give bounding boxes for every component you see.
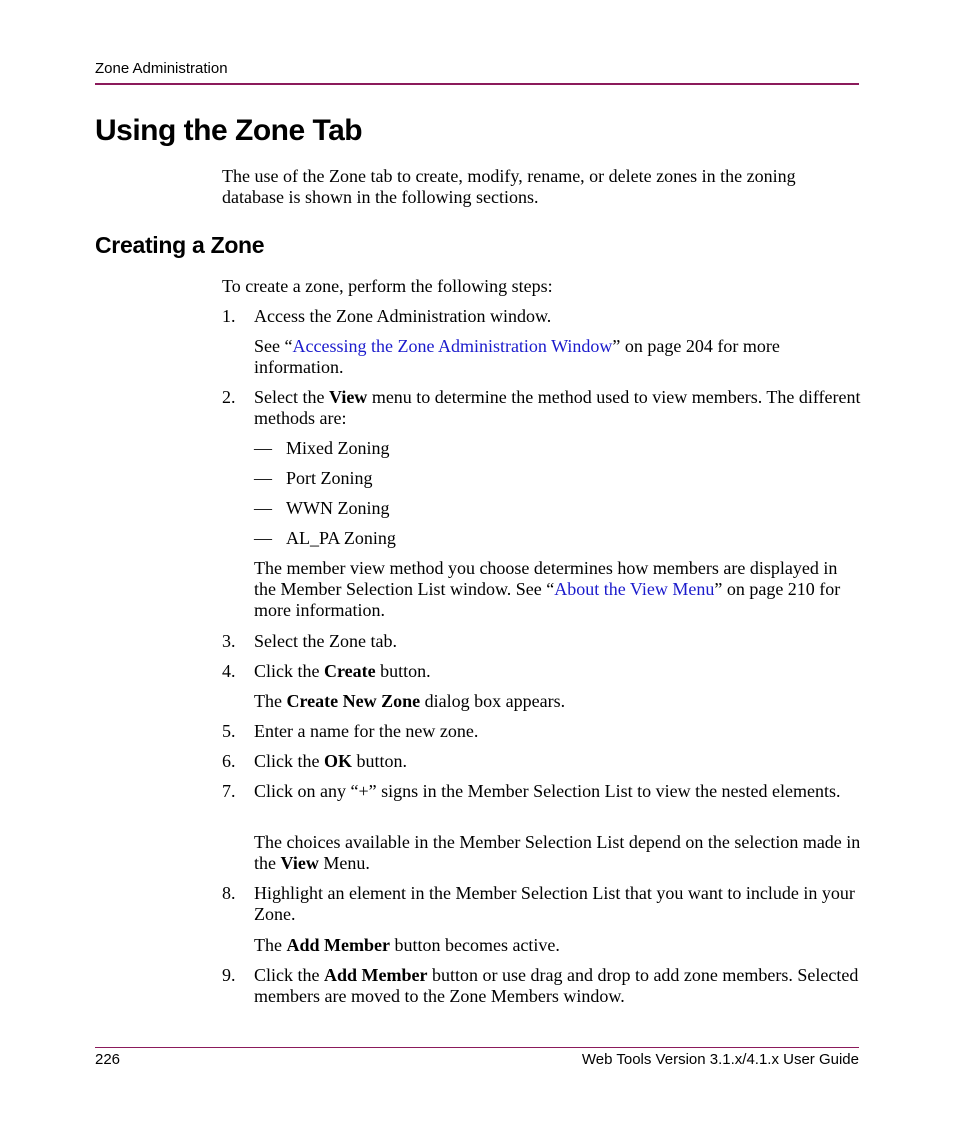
step-7-text: Click on any “+” signs in the Member Selection List to view the nested elements. bbox=[254, 781, 841, 801]
method-4-dash: — bbox=[254, 528, 272, 548]
link-about-view-menu[interactable]: About the View Menu bbox=[554, 579, 715, 599]
step-1-number: 1. bbox=[222, 306, 236, 326]
step-1-text: Access the Zone Administration window. bbox=[254, 306, 552, 326]
step-7-note: The choices available in the Member Selection List depend on the selection made in the View Menu. bbox=[254, 832, 861, 873]
page-number: 226 bbox=[95, 1051, 121, 1068]
step-8-number: 8. bbox=[222, 883, 236, 903]
header-rule bbox=[95, 83, 859, 85]
method-port-zoning: Port Zoning bbox=[286, 468, 373, 488]
step-5-text: Enter a name for the new zone. bbox=[254, 721, 479, 741]
step-9-number: 9. bbox=[222, 965, 236, 985]
step-5-number: 5. bbox=[222, 721, 236, 741]
step-6-text: Click the OK button. bbox=[254, 751, 408, 771]
method-2-dash: — bbox=[254, 468, 272, 488]
link-accessing-zone-admin-window[interactable]: Accessing the Zone Administration Window bbox=[292, 336, 613, 356]
step-2-number: 2. bbox=[222, 387, 236, 407]
step-3-number: 3. bbox=[222, 631, 236, 651]
method-alpa-zoning: AL_PA Zoning bbox=[286, 528, 396, 548]
running-header: Zone Administration bbox=[95, 60, 228, 77]
step-8-note: The Add Member button becomes active. bbox=[254, 935, 560, 955]
method-wwn-zoning: WWN Zoning bbox=[286, 498, 390, 518]
step-8-text: Highlight an element in the Member Selection List that you want to include in your Zone. bbox=[254, 883, 855, 924]
step-3-text: Select the Zone tab. bbox=[254, 631, 397, 651]
step-6-number: 6. bbox=[222, 751, 236, 771]
step-2-text: Select the View menu to determine the method used to view members. The different methods are: bbox=[254, 387, 861, 428]
step-2-note: The member view method you choose determines how members are displayed in the Member Selection List window. See “About the View Menu” on page 210 for more information. bbox=[254, 558, 841, 620]
method-mixed-zoning: Mixed Zoning bbox=[286, 438, 390, 458]
step-4-text: Click the Create button. bbox=[254, 661, 431, 681]
step-9-text: Click the Add Member button or use drag and drop to add zone members. Selected members are moved to the Zone Members window. bbox=[254, 965, 859, 1006]
method-1-dash: — bbox=[254, 438, 272, 458]
page-title: Using the Zone Tab bbox=[95, 114, 363, 147]
method-3-dash: — bbox=[254, 498, 272, 518]
step-4-note: The Create New Zone dialog box appears. bbox=[254, 691, 566, 711]
step-4-number: 4. bbox=[222, 661, 236, 681]
intro-paragraph: The use of the Zone tab to create, modify, rename, or delete zones in the zoning database is shown in the following sections. bbox=[222, 166, 796, 207]
section-lead: To create a zone, perform the following steps: bbox=[222, 276, 553, 296]
section-heading: Creating a Zone bbox=[95, 232, 265, 258]
footer-rule bbox=[95, 1047, 859, 1048]
step-1-note: See “Accessing the Zone Administration Window” on page 204 for more information. bbox=[254, 336, 780, 377]
step-7-number: 7. bbox=[222, 781, 236, 801]
guide-title: Web Tools Version 3.1.x/4.1.x User Guide bbox=[581, 1051, 859, 1068]
